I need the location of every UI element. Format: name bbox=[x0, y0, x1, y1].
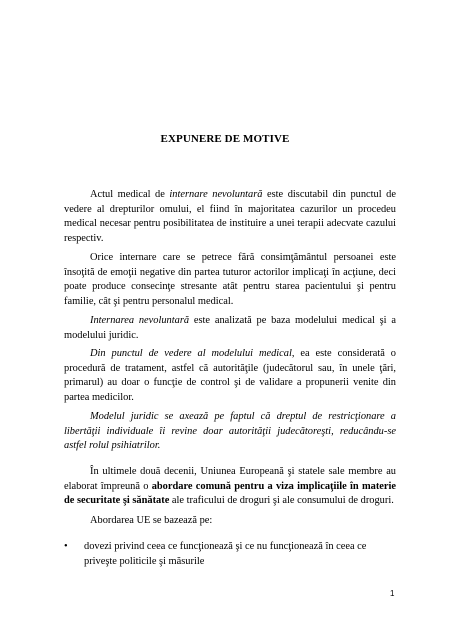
paragraph-6-text-c: ale traficului de droguri şi ale consumului de droguri. bbox=[169, 495, 394, 507]
document-title: EXPUNERE DE MOTIVE bbox=[160, 133, 290, 145]
paragraph-5: Modelul juridic se axează pe faptul că dreptul de restricţionare a libertăţii individuale îi revine doar autorităţii judecătoreşti, reducându-se astfel rolul psihiatrilor. bbox=[64, 411, 396, 452]
paragraph-4-text: , ea este considerată o procedură de tratament, astfel că autorităţile (judecătorul sau, în unele ţări, primarul) au doar o funcţie de control şi de validare a propunerii venite din partea medicilor. bbox=[64, 348, 397, 403]
paragraph-6 bbox=[64, 465, 396, 509]
paragraph-3-text: este analizată pe baza modelului medical şi a modelului juridic. bbox=[64, 315, 396, 341]
paragraph-6-bold: abordare comună pentru a viza implicaţiile în materie de securitate şi sănătate bbox=[64, 480, 397, 507]
paragraph-6-text-a: În ultimele două decenii, Uniunea Europeană şi statele sale membre au elaborat împreună o bbox=[64, 466, 396, 492]
paragraph-3-italic: Internarea nevoluntară bbox=[90, 315, 190, 326]
page-number: 1 bbox=[390, 589, 395, 598]
paragraph-1-text-c: este discutabil din punctul de vedere al drepturilor omului, el fiind în majoritatea cazurilor un procedeu medical necesar pentru posibilitatea de instituire a unei terapii adecvate cazului respectiv. bbox=[64, 189, 396, 244]
paragraph-7: Abordarea UE se bazează pe: bbox=[90, 515, 213, 526]
bullet-icon: • bbox=[64, 541, 68, 552]
paragraph-1 bbox=[64, 188, 396, 246]
paragraph-4 bbox=[64, 347, 396, 405]
bullet-text: dovezi privind ceea ce funcţionează şi ce nu funcţionează în ceea ce priveşte politicile şi măsurile bbox=[84, 541, 367, 567]
paragraph-4-italic: Din punctul de vedere al modelului medical bbox=[90, 348, 292, 359]
paragraph-1-italic: internare nevoluntară bbox=[169, 189, 263, 200]
bullet-item bbox=[64, 540, 396, 569]
paragraph-2: Orice internare care se petrece fără consimţământul persoanei este însoţită de emoţii negative din partea tuturor actorilor implicaţi în acţiune, deci poate produce consecinţe stresante atât pentru starea pacientului şi pentru familie, cât şi pentru personalul medical. bbox=[64, 252, 396, 307]
paragraph-1-text-a: Actul medical de bbox=[90, 189, 170, 200]
paragraph-3 bbox=[64, 314, 396, 343]
